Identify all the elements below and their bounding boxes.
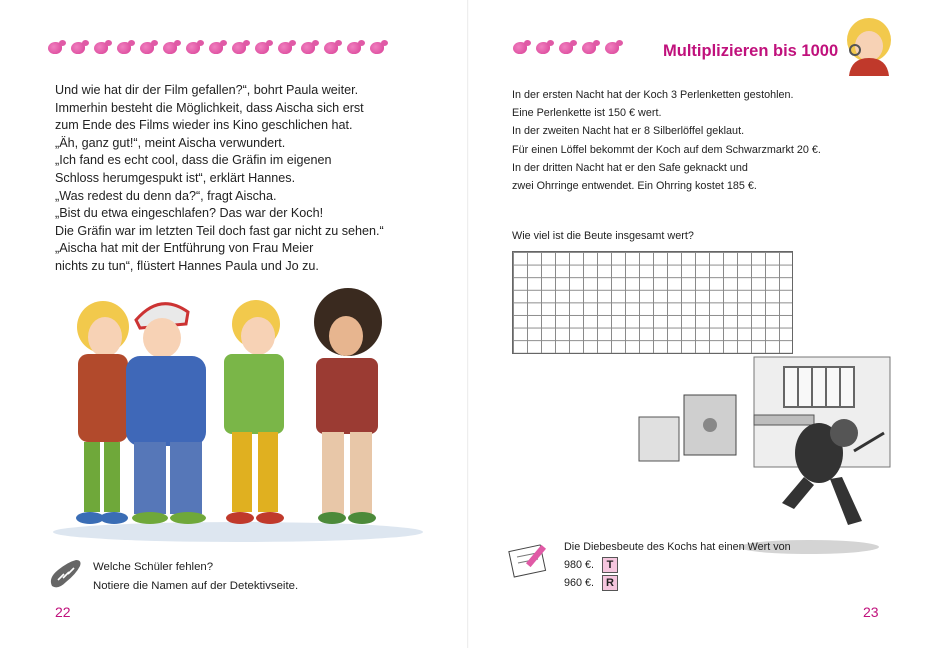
- pawprint-icon: [117, 40, 137, 56]
- story-line: Schloss herumgespukt ist“, erklärt Hannes.: [55, 170, 296, 185]
- pawprint-icon: [71, 40, 91, 56]
- story-text: [55, 82, 455, 276]
- story-line: nichts zu tun“, flüstert Hannes Paula und Jo zu.: [55, 258, 319, 273]
- answer-option[interactable]: [564, 556, 791, 574]
- children-illustration: [48, 282, 428, 544]
- problem-line: In der zweiten Nacht hat er 8 Silberlöffel geklaut.: [512, 125, 745, 138]
- answer-value: 980 €.: [564, 559, 595, 571]
- pawprint-icon: [163, 40, 183, 56]
- pawprint-icon: [48, 40, 68, 56]
- pawprint-icon: [255, 40, 275, 56]
- pawprint-icon: [347, 40, 367, 56]
- question-text: Wie viel ist die Beute insgesamt wert?: [512, 230, 694, 242]
- story-line: Die Gräfin war im letzten Teil doch fast gar nicht zu sehen.“: [55, 223, 384, 238]
- answer-intro: Die Diebesbeute des Kochs hat einen Wert von: [564, 541, 791, 553]
- story-line: zum Ende des Films wieder ins Kino geschlichen hat.: [55, 118, 353, 133]
- problem-line: In der ersten Nacht hat der Koch 3 Perlenketten gestohlen.: [512, 89, 794, 101]
- story-line: „Aischa hat mit der Entführung von Frau Meier: [55, 241, 314, 256]
- answer-value: 960 €.: [564, 577, 595, 589]
- pawprint-icon: [559, 40, 579, 56]
- problem-line: zwei Ohrringe entwendet. Ein Ohrring kostet 185 €.: [512, 180, 757, 193]
- child-figure: [224, 300, 284, 524]
- pawprint-icon: [513, 40, 533, 56]
- task-line: Notiere die Namen auf der Detektivseite.: [93, 579, 299, 592]
- pawprint-icon: [278, 40, 298, 56]
- solution-letter-box[interactable]: R: [602, 575, 618, 591]
- detective-girl-illustration: [835, 14, 901, 76]
- pawprint-icon: [536, 40, 556, 56]
- footprint-icon: [46, 556, 84, 592]
- pawprint-border-left: [48, 40, 390, 60]
- story-line: „Bist du etwa eingeschlafen? Das war der Koch!: [55, 206, 324, 221]
- calculation-grid[interactable]: [512, 251, 793, 354]
- pawprint-icon: [370, 40, 390, 56]
- thief-illustration: [634, 355, 894, 555]
- pawprint-icon: [605, 40, 625, 56]
- task-line: Welche Schüler fehlen?: [93, 561, 214, 573]
- child-figure: [126, 304, 206, 524]
- pawprint-icon: [582, 40, 602, 56]
- answer-options: [564, 538, 791, 592]
- pawprint-icon: [209, 40, 229, 56]
- pawprint-icon: [301, 40, 321, 56]
- pawprint-icon: [94, 40, 114, 56]
- story-line: „Was redest du denn da?“, fragt Aischa.: [55, 188, 277, 203]
- page-number-right: 23: [863, 604, 879, 620]
- pawprint-icon: [324, 40, 344, 56]
- child-figure: [76, 301, 129, 524]
- page-title: Multiplizieren bis 1000: [663, 42, 839, 60]
- word-problem: [512, 86, 821, 195]
- page-number-left: 22: [55, 604, 71, 620]
- child-figure: [314, 288, 382, 524]
- pawprint-icon: [186, 40, 206, 56]
- story-line: Immerhin besteht die Möglichkeit, dass Aischa sich erst: [55, 100, 364, 115]
- left-page: [0, 0, 468, 648]
- pencil-note-icon: [507, 540, 555, 580]
- solution-letter-box[interactable]: T: [602, 557, 618, 573]
- right-page: [469, 0, 937, 648]
- story-line: „Ich fand es echt cool, dass die Gräfin im eigenen: [55, 153, 332, 168]
- problem-line: Eine Perlenkette ist 150 € wert.: [512, 107, 662, 120]
- pawprint-border-right: [513, 40, 625, 60]
- story-line: „Äh, ganz gut!“, meint Aischa verwundert.: [55, 135, 286, 150]
- pawprint-icon: [140, 40, 160, 56]
- answer-option[interactable]: [564, 574, 791, 592]
- problem-line: In der dritten Nacht hat er den Safe geknackt und: [512, 161, 748, 174]
- story-line: Und wie hat dir der Film gefallen?“, bohrt Paula weiter.: [55, 83, 359, 97]
- task-instructions: [93, 558, 298, 595]
- problem-line: Für einen Löffel bekommt der Koch auf dem Schwarzmarkt 20 €.: [512, 143, 821, 156]
- pawprint-icon: [232, 40, 252, 56]
